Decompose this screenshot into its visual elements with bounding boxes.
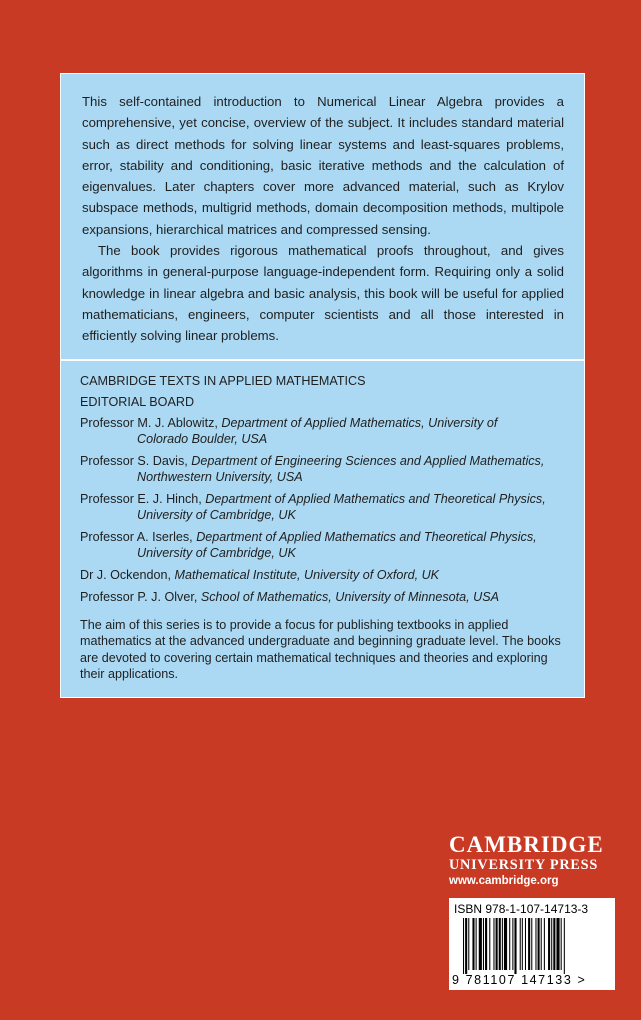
member-affiliation: Department of Applied Mathematics, University of: [221, 416, 498, 430]
publisher-url: www.cambridge.org: [449, 875, 559, 887]
barcode-icon: [463, 918, 603, 974]
board-member: [80, 415, 566, 447]
member-name: Professor M. J. Ablowitz,: [80, 416, 218, 430]
back-cover-panel: [60, 73, 585, 698]
editorial-board-heading: EDITORIAL BOARD: [80, 395, 195, 409]
board-member: [80, 589, 566, 605]
isbn-barcode: [449, 898, 615, 990]
series-title: CAMBRIDGE TEXTS IN APPLIED MATHEMATICS: [80, 374, 366, 388]
member-affiliation-cont: Northwestern University, USA: [137, 470, 303, 484]
member-affiliation-cont: University of Cambridge, UK: [137, 546, 296, 560]
barcode-digits: 9 781107 147133 >: [452, 973, 587, 987]
board-member: [80, 529, 566, 561]
isbn-label: ISBN 978-1-107-14713-3: [454, 902, 589, 916]
series-info: [61, 361, 584, 697]
member-affiliation: Department of Applied Mathematics and Theoretical Physics,: [205, 492, 546, 506]
publisher-subtitle: UNIVERSITY PRESS: [449, 857, 599, 873]
member-affiliation-cont: Colorado Boulder, USA: [137, 432, 268, 446]
book-description: [61, 74, 584, 361]
member-affiliation-cont: University of Cambridge, UK: [137, 508, 296, 522]
member-name: Professor E. J. Hinch,: [80, 492, 202, 506]
board-member: [80, 491, 566, 523]
member-affiliation: Department of Applied Mathematics and Theoretical Physics,: [196, 530, 537, 544]
member-affiliation: Mathematical Institute, University of Oxford, UK: [174, 568, 440, 582]
member-name: Professor A. Iserles,: [80, 530, 193, 544]
description-paragraph-1: This self-contained introduction to Numerical Linear Algebra provides a comprehensive, yet concise, overview of the subject. It includes standard material such as direct methods for solving linear systems and least-squares problems, error, stability and conditioning, basic iterative methods and the calculation of eigenvalues. Later chapters cover more advanced material, such as Krylov subspace methods, multigrid methods, domain decomposition methods, multipole expansions, hierarchical matrices and compressed sensing.: [82, 94, 564, 237]
member-affiliation: Department of Engineering Sciences and Applied Mathematics,: [191, 454, 545, 468]
publisher-name: CAMBRIDGE: [449, 832, 604, 857]
board-member: [80, 567, 566, 583]
description-paragraph-2: The book provides rigorous mathematical proofs throughout, and gives algorithms in general-purpose language-independent form. Requiring only a solid knowledge in linear algebra and basic analysis, this book will be useful for applied mathematicians, engineers, computer scientists and all those interested in efficiently solving linear problems.: [82, 243, 564, 344]
member-name: Dr J. Ockendon,: [80, 568, 171, 582]
board-member: [80, 453, 566, 485]
member-name: Professor S. Davis,: [80, 454, 188, 468]
series-aim: The aim of this series is to provide a focus for publishing textbooks in applied mathematics at the advanced undergraduate and beginning graduate level. The books are devoted to covering certain mathematical techniques and theories and exploring their applications.: [80, 618, 561, 682]
publisher-logo: [449, 833, 619, 887]
member-name: Professor P. J. Olver,: [80, 590, 198, 604]
member-affiliation: School of Mathematics, University of Minnesota, USA: [200, 590, 500, 604]
